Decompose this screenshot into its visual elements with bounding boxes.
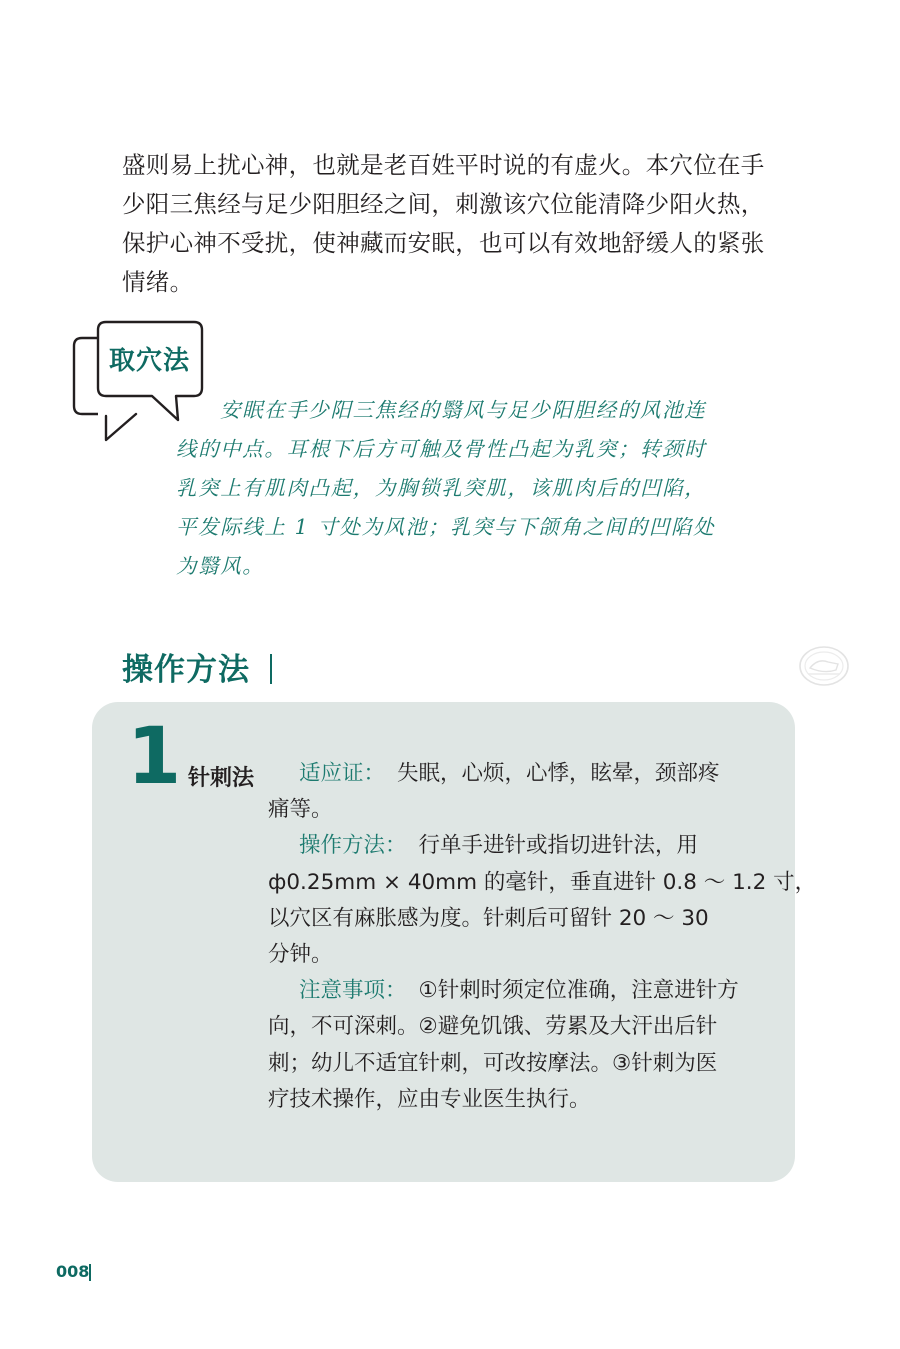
indications-line: 痛等。 (268, 797, 333, 823)
point-location-line: 平发际线上 1 寸处为风池；乳突与下颌角之间的凹陷处 (176, 515, 716, 539)
intro-line: 保护心神不受扰，使神藏而安眠，也可以有效地舒缓人的紧张 (122, 229, 765, 257)
method-row (268, 828, 768, 864)
point-location-line: 为翳风。 (176, 554, 265, 578)
method-label: 操作方法： (299, 833, 407, 859)
watermark-emblem-icon (798, 644, 850, 688)
section-heading: 操作方法 (122, 652, 250, 688)
point-location-line: 安眠在手少阳三焦经的翳风与足少阳胆经的风池连 (220, 398, 707, 422)
point-location-text (176, 391, 746, 586)
point-location-title: 取穴法 (109, 346, 191, 376)
notes-label: 注意事项： (299, 978, 407, 1004)
notes-line: 疗技术操作，应由专业医生执行。 (268, 1086, 591, 1112)
point-location-line: 乳突上有肌肉凸起，为胸锁乳突肌，该肌肉后的凹陷， (176, 476, 707, 500)
notes-line: ①针刺时须定位准确，注意进针方 (418, 978, 739, 1004)
page-number-divider (89, 1264, 91, 1281)
intro-paragraph (122, 146, 782, 302)
item-title: 针刺法 (188, 766, 255, 791)
indications-label: 适应证： (299, 761, 386, 786)
notes-line: 向，不可深刺。②避免饥饿、劳累及大汗出后针 (268, 1014, 718, 1040)
intro-line: 少阳三焦经与足少阳胆经之间，刺激该穴位能清降少阳火热， (122, 190, 765, 218)
item-number: 1 (127, 712, 182, 802)
notes-row (268, 973, 768, 1009)
notes-line: 刺；幼儿不适宜针刺，可改按摩法。③针刺为医 (268, 1050, 718, 1076)
indications-row (268, 756, 768, 792)
method-line: 分钟。 (268, 942, 333, 968)
heading-divider (270, 654, 272, 684)
intro-line: 盛则易上扰心神，也就是老百姓平时说的有虚火。本穴位在手 (122, 151, 765, 179)
page-number: 008 (56, 1262, 90, 1281)
intro-line: 情绪。 (122, 268, 194, 296)
point-location-line: 线的中点。耳根下后方可触及骨性凸起为乳突；转颈时 (176, 437, 707, 461)
method-line: 行单手进针或指切进针法，用 (418, 833, 699, 859)
procedure-body (268, 756, 817, 1118)
method-line: 以穴区有麻胀感为度。针刺后可留针 20 ～ 30 (268, 905, 709, 931)
method-line: ф0.25mm × 40mm 的毫针，垂直进针 0.8 ～ 1.2 寸， (268, 869, 817, 895)
indications-line: 失眠，心烦，心悸，眩晕，颈部疼 (397, 761, 720, 786)
